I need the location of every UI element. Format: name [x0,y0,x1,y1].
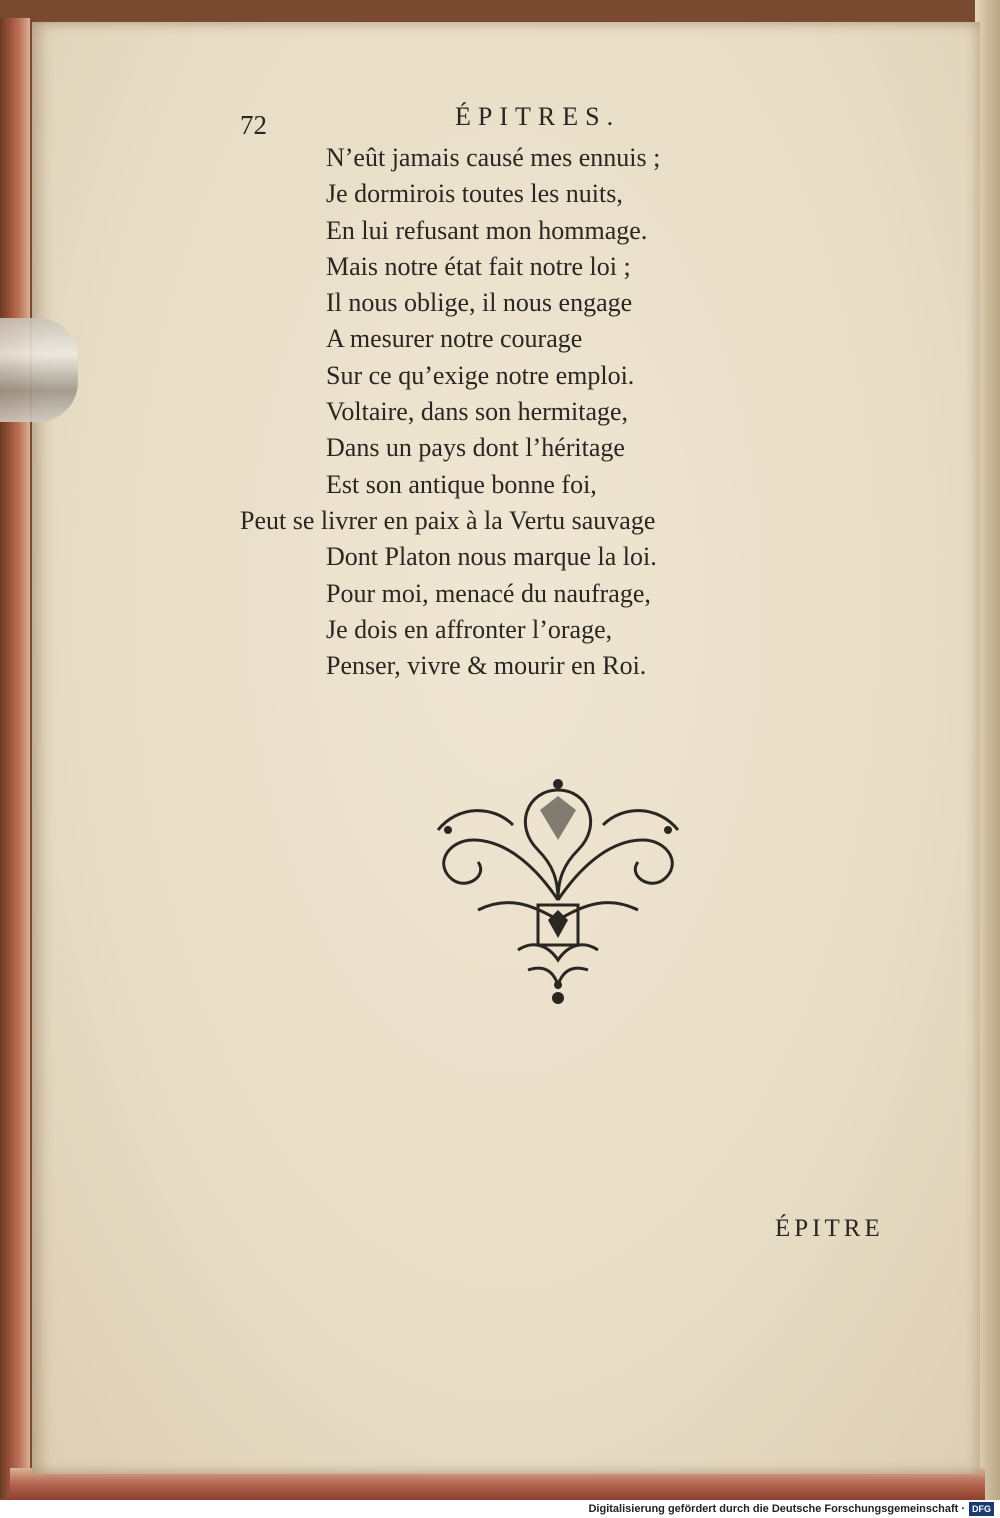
verse-line: Est son antique bonne foi, [326,469,597,499]
credit-text: Digitalisierung gefördert durch die Deutsche Forschungsgemeinschaft · [588,1503,965,1515]
verse-line: Mais notre état fait notre loi ; [326,251,631,281]
verse-line: Je dormirois toutes les nuits, [326,179,623,209]
verse-line: Peut se livrer en paix à la Vertu sauvage [240,505,656,535]
fleuron-ornament-icon [418,770,698,1010]
verse-line: Penser, vivre & mourir en Roi. [326,651,647,681]
verse-line: N’eût jamais causé mes ennuis ; [326,143,661,172]
verse-block [240,140,800,684]
verse-line: En lui refusant mon hommage. [326,215,648,245]
catchword: ÉPITRE [775,1215,884,1242]
running-head: ÉPITRES. [455,102,621,131]
verse-line: Je dois en affronter l’orage, [326,614,613,644]
verse-line: Pour moi, menacé du naufrage, [326,578,651,608]
verse-line: Dans un pays dont l’héritage [326,433,625,463]
verse-line: Dont Platon nous marque la loi. [326,542,657,572]
page-number: 72 [240,110,267,140]
verse-line: Il nous oblige, il nous engage [326,288,633,318]
verse-line: A mesurer notre courage [326,324,583,354]
dfg-logo: DFG [969,1502,994,1516]
digitization-credit [0,1500,1000,1518]
verse-line: Sur ce qu’exige notre emploi. [326,360,635,390]
page-clip [0,318,78,422]
verse-line: Voltaire, dans son hermitage, [326,397,629,427]
book-left-edge [0,18,30,1498]
